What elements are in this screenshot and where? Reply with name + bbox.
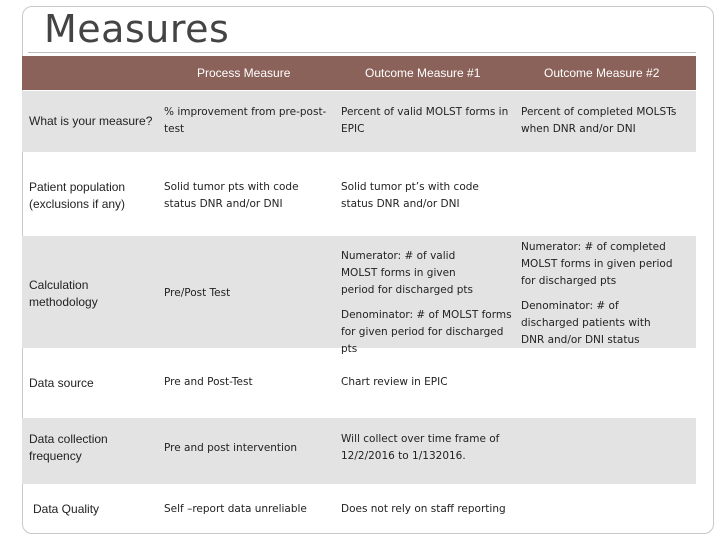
row-label-data-quality: Data Quality: [33, 502, 100, 516]
cell-outcome1-data-source: Chart review in EPIC: [341, 376, 448, 388]
cell-process-measure: % improvement from pre-post-test: [164, 106, 327, 135]
cell-process-data-quality: Self –report data unreliable: [164, 503, 307, 515]
header-outcome-measure-1: Outcome Measure #1: [365, 66, 481, 80]
row-label-data-source: Data source: [29, 376, 94, 390]
cell-outcome2-measure: Percent of completed MOLSTs when DNR and/or DNI: [521, 106, 677, 135]
cell-process-collection-frequency: Pre and post intervention: [164, 442, 298, 454]
header-process-measure: Process Measure: [197, 66, 291, 80]
cell-outcome2-denominator: Denominator: # of discharged patients with DNR and/or DNI status: [521, 300, 651, 346]
table-header-row: [22, 56, 696, 90]
row-label-population: Patient population (exclusions if any): [29, 180, 126, 211]
cell-outcome2-numerator: Numerator: # of completed MOLST forms in given period for discharged pts: [521, 241, 673, 287]
header-outcome-measure-2: Outcome Measure #2: [544, 66, 660, 80]
cell-outcome1-denominator: Denominator: # of MOLST forms for given period for discharged pts: [341, 309, 512, 355]
cell-outcome1-population: Solid tumor pt’s with code status DNR and/or DNI: [341, 181, 479, 210]
table-row: [22, 418, 696, 484]
row-label-collection-frequency: Data collection frequency: [29, 432, 108, 463]
row-label-measure: What is your measure?: [29, 114, 153, 128]
cell-outcome1-measure: Percent of valid MOLST forms in EPIC: [341, 106, 509, 135]
slide-title: Measures: [44, 7, 230, 51]
cell-process-population: Solid tumor pts with code status DNR and/or DNI: [164, 181, 299, 210]
cell-outcome1-collection-frequency: Will collect over time frame of 12/2/2016 to 1/132016.: [341, 433, 500, 462]
table-row: [22, 236, 696, 355]
title-divider: [28, 52, 696, 53]
row-label-calculation: Calculation methodology: [29, 278, 98, 309]
table-row: [22, 91, 696, 152]
cell-outcome1-numerator: Numerator: # of valid MOLST forms in given period for discharged pts: [341, 250, 473, 296]
cell-outcome1-data-quality: Does not rely on staff reporting: [341, 503, 506, 515]
cell-process-calculation: Pre/Post Test: [164, 287, 231, 299]
cell-process-data-source: Pre and Post-Test: [164, 376, 253, 388]
